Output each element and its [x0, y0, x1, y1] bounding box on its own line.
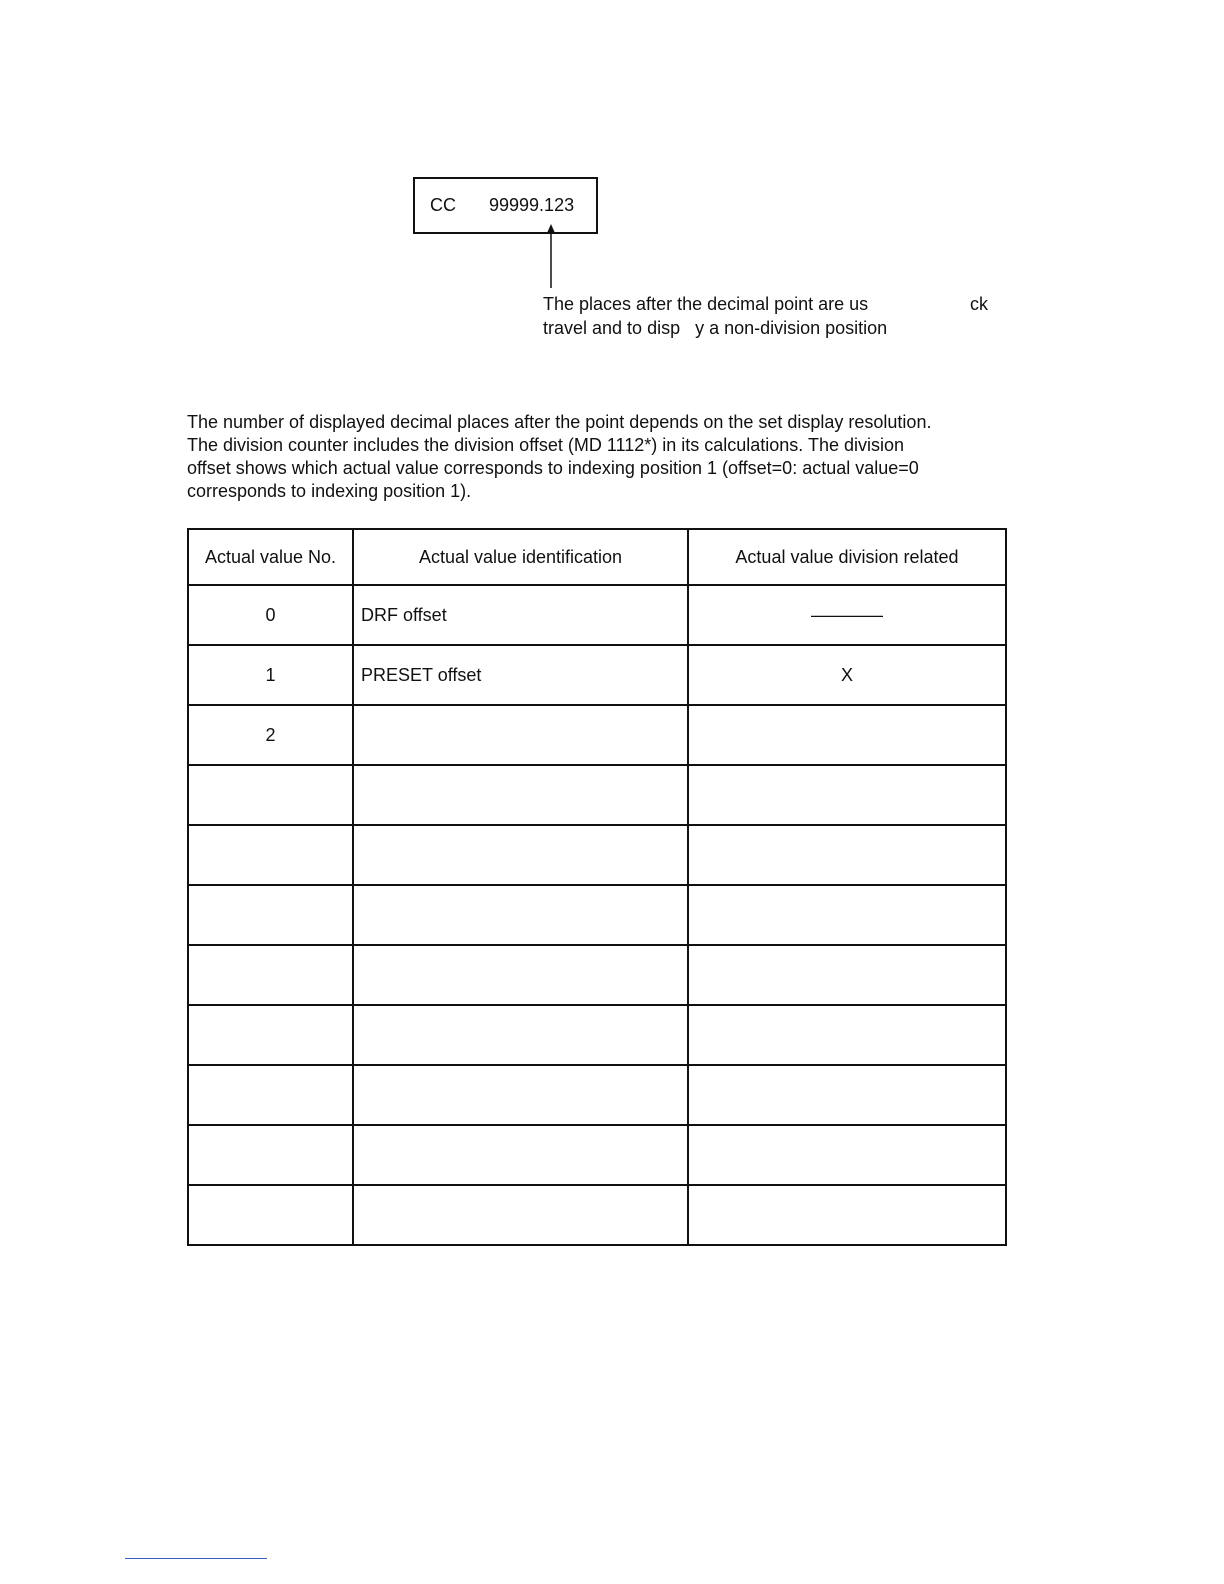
cell-division-related	[688, 825, 1006, 885]
counter-label: CC	[430, 195, 456, 215]
table-row	[188, 825, 1006, 885]
callout-line-1-a: The places after the decimal point are us	[543, 294, 869, 314]
cell-identification	[353, 705, 688, 765]
cell-identification	[353, 825, 688, 885]
table-row	[188, 765, 1006, 825]
callout-line-1-b: ck	[970, 294, 988, 314]
cell-no	[188, 765, 353, 825]
table-row	[188, 885, 1006, 945]
actual-values-table	[187, 528, 1007, 1246]
counter-display-box	[413, 177, 598, 234]
table-row	[188, 1125, 1006, 1185]
table-row	[188, 645, 1006, 705]
cell-no	[188, 885, 353, 945]
cell-division-related	[688, 1185, 1006, 1245]
cell-no: 0	[188, 585, 353, 645]
paragraph-line: The division counter includes the division offset (MD 1112*) in its calculations. The division	[187, 435, 905, 455]
callout-line-1	[543, 292, 988, 316]
cell-no: 2	[188, 705, 353, 765]
cell-no	[188, 945, 353, 1005]
counter-value: 99999.123	[489, 195, 575, 215]
callout-line-2: travel and to disp y a non-division position	[543, 318, 888, 338]
cell-no	[188, 1065, 353, 1125]
cell-identification	[353, 1065, 688, 1125]
cell-division-related	[688, 1005, 1006, 1065]
cell-no	[188, 825, 353, 885]
cell-division-related: ————	[688, 585, 1006, 645]
cell-division-related	[688, 885, 1006, 945]
cell-identification	[353, 885, 688, 945]
table-row	[188, 1185, 1006, 1245]
cell-identification	[353, 1185, 688, 1245]
cell-division-related	[688, 945, 1006, 1005]
cell-identification: DRF offset	[353, 585, 688, 645]
header-actual-value-division-related: Actual value division related	[688, 529, 1006, 585]
cell-division-related: X	[688, 645, 1006, 705]
cell-no	[188, 1185, 353, 1245]
cell-identification	[353, 1005, 688, 1065]
header-actual-value-no: Actual value No.	[188, 529, 353, 585]
paragraph-line: The number of displayed decimal places after the point depends on the set display resolution.	[187, 412, 932, 432]
cell-division-related	[688, 1125, 1006, 1185]
cell-no: 1	[188, 645, 353, 705]
callout-text	[543, 292, 988, 340]
footnote-separator	[125, 1558, 267, 1559]
paragraph-line: offset shows which actual value corresponds to indexing position 1 (offset=0: actual value=0	[187, 458, 919, 478]
paragraph-line: corresponds to indexing position 1).	[187, 481, 472, 501]
cell-identification	[353, 1125, 688, 1185]
table-row	[188, 1005, 1006, 1065]
cell-identification	[353, 765, 688, 825]
cell-identification: PRESET offset	[353, 645, 688, 705]
description-paragraph	[187, 411, 1007, 503]
cell-division-related	[688, 765, 1006, 825]
table-row	[188, 705, 1006, 765]
cell-no	[188, 1125, 353, 1185]
header-actual-value-identification: Actual value identification	[353, 529, 688, 585]
cell-division-related	[688, 1065, 1006, 1125]
table-row	[188, 945, 1006, 1005]
cell-no	[188, 1005, 353, 1065]
table-row	[188, 585, 1006, 645]
table-header-row	[188, 529, 1006, 585]
cell-division-related	[688, 705, 1006, 765]
callout-arrow-icon	[550, 224, 552, 288]
cell-identification	[353, 945, 688, 1005]
table-row	[188, 1065, 1006, 1125]
